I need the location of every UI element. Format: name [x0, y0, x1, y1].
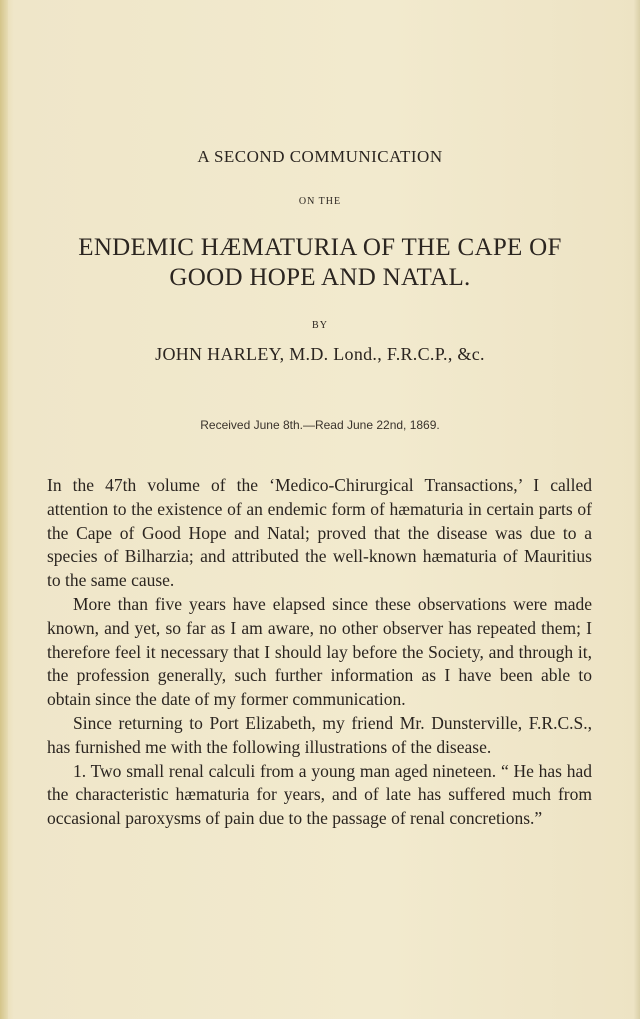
paragraph-1: In the 47th volume of the ‘Medico-Chirurgical Transactions,’ I called attention to the existence of an endemic form of hæmaturia in certain parts of the Cape of Good Hope and Natal; proved that the disease was due to a species of Bilharzia; and attributed the well-known hæmaturia of Mauritius to the same cause. [47, 475, 592, 591]
body-text [47, 474, 592, 831]
paragraph-4: 1. Two small renal calculi from a young man aged nineteen. “ He has had the characteristic hæmaturia for years, and of late has suffered much from occasional paroxysms of pain due to the passage of renal concretions.” [47, 760, 592, 829]
by-label: BY [312, 320, 328, 331]
paragraph-2: More than five years have elapsed since these observations were made known, and yet, so far as I am aware, no other observer has repeated them; I therefore feel it necessary that I should lay before the Society, and through it, the profession generally, such further information as I have been able to obtain since the date of my former communication. [47, 593, 592, 710]
author-line: JOHN HARLEY, M.D. Lond., F.R.C.P., &c. [155, 344, 485, 364]
on-the-label: ON THE [298, 196, 342, 207]
overtitle: A SECOND COMMUNICATION [197, 147, 443, 166]
received-date-line: Received June 8th.—Read June 22nd, 1869. [200, 418, 440, 432]
title-line-1: ENDEMIC HÆMATURIA OF THE CAPE OF [78, 234, 562, 261]
paragraph-3: Since returning to Port Elizabeth, my friend Mr. Dunsterville, F.R.C.S., has furnished me with the following illustrations of the disease. [47, 712, 592, 757]
title-line-2: GOOD HOPE AND NATAL. [169, 264, 471, 291]
